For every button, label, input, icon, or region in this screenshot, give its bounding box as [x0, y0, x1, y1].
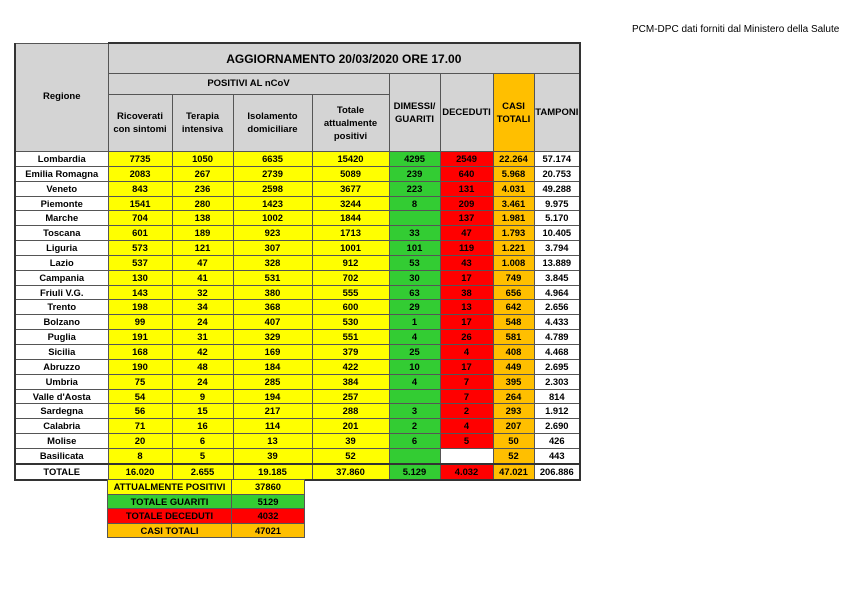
- terapia-cell: 236: [172, 181, 233, 196]
- deceduti-cell: 640: [440, 166, 493, 181]
- dimessi-cell: 4295: [389, 152, 440, 167]
- summary-value: 47021: [232, 523, 305, 538]
- region-name: Lazio: [15, 255, 108, 270]
- table-row: [15, 374, 580, 389]
- header-isolamento: Isolamento domiciliare: [233, 95, 312, 152]
- dimessi-cell: 5.129: [389, 464, 440, 480]
- totale-positivi-cell: 288: [312, 404, 389, 419]
- region-name: Abruzzo: [15, 359, 108, 374]
- region-name: Toscana: [15, 226, 108, 241]
- table-row: [15, 152, 580, 167]
- header-totale-positivi: Totale attualmente positivi: [312, 95, 389, 152]
- header-ricoverati: Ricoverati con sintomi: [108, 95, 172, 152]
- tamponi-cell: 4.468: [534, 344, 580, 359]
- casi-totali-cell: 749: [493, 270, 534, 285]
- ricoverati-cell: 2083: [108, 166, 172, 181]
- deceduti-cell: 119: [440, 241, 493, 256]
- casi-totali-cell: 395: [493, 374, 534, 389]
- dimessi-cell: [389, 448, 440, 463]
- ricoverati-cell: 704: [108, 211, 172, 226]
- ricoverati-cell: 16.020: [108, 464, 172, 480]
- table-row: [15, 389, 580, 404]
- isolamento-cell: 217: [233, 404, 312, 419]
- deceduti-cell: 17: [440, 359, 493, 374]
- terapia-cell: 48: [172, 359, 233, 374]
- deceduti-cell: 7: [440, 389, 493, 404]
- dimessi-cell: 223: [389, 181, 440, 196]
- region-name: Trento: [15, 300, 108, 315]
- totale-positivi-cell: 52: [312, 448, 389, 463]
- casi-totali-cell: 1.793: [493, 226, 534, 241]
- isolamento-cell: 1423: [233, 196, 312, 211]
- ricoverati-cell: 1541: [108, 196, 172, 211]
- deceduti-cell: 2549: [440, 152, 493, 167]
- deceduti-cell: 4: [440, 344, 493, 359]
- isolamento-cell: 307: [233, 241, 312, 256]
- isolamento-cell: 194: [233, 389, 312, 404]
- region-name: Friuli V.G.: [15, 285, 108, 300]
- summary-table: [107, 479, 305, 538]
- ricoverati-cell: 537: [108, 255, 172, 270]
- region-name: Campania: [15, 270, 108, 285]
- terapia-cell: 47: [172, 255, 233, 270]
- ricoverati-cell: 54: [108, 389, 172, 404]
- casi-totali-cell: 293: [493, 404, 534, 419]
- ricoverati-cell: 168: [108, 344, 172, 359]
- totale-positivi-cell: 15420: [312, 152, 389, 167]
- terapia-cell: 42: [172, 344, 233, 359]
- region-name: Puglia: [15, 330, 108, 345]
- region-name: Emilia Romagna: [15, 166, 108, 181]
- tamponi-cell: 49.288: [534, 181, 580, 196]
- table-row: [15, 448, 580, 463]
- totale-positivi-cell: 530: [312, 315, 389, 330]
- isolamento-cell: 13: [233, 434, 312, 449]
- table-row: [15, 300, 580, 315]
- casi-totali-cell: 3.461: [493, 196, 534, 211]
- isolamento-cell: 368: [233, 300, 312, 315]
- region-name: Sicilia: [15, 344, 108, 359]
- region-name: Umbria: [15, 374, 108, 389]
- isolamento-cell: 184: [233, 359, 312, 374]
- table-row: [15, 404, 580, 419]
- totale-positivi-cell: 1844: [312, 211, 389, 226]
- dimessi-cell: 25: [389, 344, 440, 359]
- deceduti-cell: [440, 448, 493, 463]
- casi-totali-cell: 264: [493, 389, 534, 404]
- ricoverati-cell: 601: [108, 226, 172, 241]
- totale-positivi-cell: 1001: [312, 241, 389, 256]
- totale-positivi-cell: 37.860: [312, 464, 389, 480]
- header-regione: Regione: [15, 43, 108, 152]
- header-terapia: Terapia intensiva: [172, 95, 233, 152]
- dimessi-cell: 3: [389, 404, 440, 419]
- tamponi-cell: 4.433: [534, 315, 580, 330]
- region-name: Valle d'Aosta: [15, 389, 108, 404]
- dimessi-cell: 4: [389, 374, 440, 389]
- terapia-cell: 267: [172, 166, 233, 181]
- terapia-cell: 6: [172, 434, 233, 449]
- tamponi-cell: 2.303: [534, 374, 580, 389]
- ricoverati-cell: 143: [108, 285, 172, 300]
- deceduti-cell: 17: [440, 315, 493, 330]
- table-row: [15, 255, 580, 270]
- tamponi-cell: 1.912: [534, 404, 580, 419]
- terapia-cell: 31: [172, 330, 233, 345]
- dimessi-cell: 2: [389, 419, 440, 434]
- tamponi-cell: 814: [534, 389, 580, 404]
- isolamento-cell: 285: [233, 374, 312, 389]
- summary-row: [108, 480, 305, 495]
- region-name: Marche: [15, 211, 108, 226]
- summary-label: ATTUALMENTE POSITIVI: [108, 480, 232, 495]
- table-row: [15, 181, 580, 196]
- terapia-cell: 15: [172, 404, 233, 419]
- covid-data-table: [14, 42, 581, 481]
- ricoverati-cell: 56: [108, 404, 172, 419]
- ricoverati-cell: 191: [108, 330, 172, 345]
- tamponi-cell: 426: [534, 434, 580, 449]
- dimessi-cell: [389, 211, 440, 226]
- terapia-cell: 16: [172, 419, 233, 434]
- tamponi-cell: 4.964: [534, 285, 580, 300]
- table-row: [15, 226, 580, 241]
- region-name: Basilicata: [15, 448, 108, 463]
- ricoverati-cell: 99: [108, 315, 172, 330]
- totale-positivi-cell: 39: [312, 434, 389, 449]
- deceduti-cell: 26: [440, 330, 493, 345]
- totale-positivi-cell: 551: [312, 330, 389, 345]
- casi-totali-cell: 449: [493, 359, 534, 374]
- isolamento-cell: 114: [233, 419, 312, 434]
- terapia-cell: 2.655: [172, 464, 233, 480]
- casi-totali-cell: 207: [493, 419, 534, 434]
- dimessi-cell: [389, 389, 440, 404]
- deceduti-cell: 47: [440, 226, 493, 241]
- table-row: [15, 166, 580, 181]
- terapia-cell: 138: [172, 211, 233, 226]
- dimessi-cell: 239: [389, 166, 440, 181]
- table-row: [15, 270, 580, 285]
- isolamento-cell: 329: [233, 330, 312, 345]
- casi-totali-cell: 642: [493, 300, 534, 315]
- totale-positivi-cell: 5089: [312, 166, 389, 181]
- header-dimessi: DIMESSI/ GUARITI: [389, 74, 440, 152]
- totale-positivi-cell: 422: [312, 359, 389, 374]
- ricoverati-cell: 75: [108, 374, 172, 389]
- ricoverati-cell: 843: [108, 181, 172, 196]
- dimessi-cell: 101: [389, 241, 440, 256]
- terapia-cell: 121: [172, 241, 233, 256]
- tamponi-cell: 5.170: [534, 211, 580, 226]
- tamponi-cell: 57.174: [534, 152, 580, 167]
- dimessi-cell: 33: [389, 226, 440, 241]
- header-positivi-group: POSITIVI AL nCoV: [108, 74, 389, 95]
- isolamento-cell: 169: [233, 344, 312, 359]
- tamponi-cell: 2.656: [534, 300, 580, 315]
- table-row: [15, 241, 580, 256]
- totale-positivi-cell: 379: [312, 344, 389, 359]
- casi-totali-cell: 22.264: [493, 152, 534, 167]
- deceduti-cell: 2: [440, 404, 493, 419]
- table-row: [15, 344, 580, 359]
- source-note: PCM-DPC dati forniti dal Ministero della Salute: [632, 24, 840, 35]
- isolamento-cell: 19.185: [233, 464, 312, 480]
- table-row: [15, 434, 580, 449]
- dimessi-cell: 29: [389, 300, 440, 315]
- isolamento-cell: 1002: [233, 211, 312, 226]
- region-name: Calabria: [15, 419, 108, 434]
- tamponi-cell: 2.690: [534, 419, 580, 434]
- totale-positivi-cell: 912: [312, 255, 389, 270]
- summary-value: 4032: [232, 509, 305, 524]
- terapia-cell: 24: [172, 374, 233, 389]
- casi-totali-cell: 47.021: [493, 464, 534, 480]
- casi-totali-cell: 1.981: [493, 211, 534, 226]
- table-row: [15, 196, 580, 211]
- summary-label: TOTALE GUARITI: [108, 494, 232, 509]
- table-row: [15, 359, 580, 374]
- deceduti-cell: 209: [440, 196, 493, 211]
- ricoverati-cell: 198: [108, 300, 172, 315]
- totale-positivi-cell: 257: [312, 389, 389, 404]
- terapia-cell: 9: [172, 389, 233, 404]
- tamponi-cell: 3.794: [534, 241, 580, 256]
- dimessi-cell: 53: [389, 255, 440, 270]
- tamponi-cell: 2.695: [534, 359, 580, 374]
- totale-positivi-cell: 384: [312, 374, 389, 389]
- region-name: Lombardia: [15, 152, 108, 167]
- casi-totali-cell: 50: [493, 434, 534, 449]
- isolamento-cell: 380: [233, 285, 312, 300]
- isolamento-cell: 2598: [233, 181, 312, 196]
- ricoverati-cell: 71: [108, 419, 172, 434]
- deceduti-cell: 7: [440, 374, 493, 389]
- isolamento-cell: 39: [233, 448, 312, 463]
- deceduti-cell: 17: [440, 270, 493, 285]
- casi-totali-cell: 4.031: [493, 181, 534, 196]
- totale-positivi-cell: 555: [312, 285, 389, 300]
- tamponi-cell: 9.975: [534, 196, 580, 211]
- totale-positivi-cell: 600: [312, 300, 389, 315]
- total-row: [15, 464, 580, 480]
- region-name: Veneto: [15, 181, 108, 196]
- casi-totali-cell: 1.221: [493, 241, 534, 256]
- region-name: Sardegna: [15, 404, 108, 419]
- casi-totali-cell: 408: [493, 344, 534, 359]
- terapia-cell: 189: [172, 226, 233, 241]
- isolamento-cell: 407: [233, 315, 312, 330]
- casi-totali-cell: 1.008: [493, 255, 534, 270]
- tamponi-cell: 20.753: [534, 166, 580, 181]
- ricoverati-cell: 190: [108, 359, 172, 374]
- isolamento-cell: 2739: [233, 166, 312, 181]
- summary-label: CASI TOTALI: [108, 523, 232, 538]
- dimessi-cell: 1: [389, 315, 440, 330]
- ricoverati-cell: 8: [108, 448, 172, 463]
- tamponi-cell: 3.845: [534, 270, 580, 285]
- tamponi-cell: 206.886: [534, 464, 580, 480]
- ricoverati-cell: 7735: [108, 152, 172, 167]
- casi-totali-cell: 656: [493, 285, 534, 300]
- summary-label: TOTALE DECEDUTI: [108, 509, 232, 524]
- deceduti-cell: 4.032: [440, 464, 493, 480]
- ricoverati-cell: 130: [108, 270, 172, 285]
- isolamento-cell: 531: [233, 270, 312, 285]
- totale-positivi-cell: 201: [312, 419, 389, 434]
- totale-positivi-cell: 3244: [312, 196, 389, 211]
- terapia-cell: 24: [172, 315, 233, 330]
- region-name: Liguria: [15, 241, 108, 256]
- deceduti-cell: 131: [440, 181, 493, 196]
- table-row: [15, 419, 580, 434]
- tamponi-cell: 443: [534, 448, 580, 463]
- ricoverati-cell: 20: [108, 434, 172, 449]
- totale-positivi-cell: 3677: [312, 181, 389, 196]
- casi-totali-cell: 52: [493, 448, 534, 463]
- deceduti-cell: 43: [440, 255, 493, 270]
- region-name: Molise: [15, 434, 108, 449]
- summary-value: 37860: [232, 480, 305, 495]
- table-row: [15, 211, 580, 226]
- terapia-cell: 280: [172, 196, 233, 211]
- isolamento-cell: 923: [233, 226, 312, 241]
- region-name: TOTALE: [15, 464, 108, 480]
- dimessi-cell: 6: [389, 434, 440, 449]
- totale-positivi-cell: 702: [312, 270, 389, 285]
- ricoverati-cell: 573: [108, 241, 172, 256]
- deceduti-cell: 38: [440, 285, 493, 300]
- summary-row: [108, 523, 305, 538]
- casi-totali-cell: 5.968: [493, 166, 534, 181]
- isolamento-cell: 328: [233, 255, 312, 270]
- dimessi-cell: 63: [389, 285, 440, 300]
- summary-row: [108, 494, 305, 509]
- table-title: AGGIORNAMENTO 20/03/2020 ORE 17.00: [108, 43, 580, 74]
- deceduti-cell: 4: [440, 419, 493, 434]
- terapia-cell: 5: [172, 448, 233, 463]
- isolamento-cell: 6635: [233, 152, 312, 167]
- table-row: [15, 285, 580, 300]
- tamponi-cell: 4.789: [534, 330, 580, 345]
- totale-positivi-cell: 1713: [312, 226, 389, 241]
- dimessi-cell: 10: [389, 359, 440, 374]
- terapia-cell: 1050: [172, 152, 233, 167]
- terapia-cell: 34: [172, 300, 233, 315]
- casi-totali-cell: 548: [493, 315, 534, 330]
- dimessi-cell: 4: [389, 330, 440, 345]
- header-casi-totali: CASI TOTALI: [493, 74, 534, 152]
- region-name: Bolzano: [15, 315, 108, 330]
- casi-totali-cell: 581: [493, 330, 534, 345]
- summary-value: 5129: [232, 494, 305, 509]
- deceduti-cell: 137: [440, 211, 493, 226]
- region-name: Piemonte: [15, 196, 108, 211]
- deceduti-cell: 13: [440, 300, 493, 315]
- header-deceduti: DECEDUTI: [440, 74, 493, 152]
- dimessi-cell: 30: [389, 270, 440, 285]
- summary-row: [108, 509, 305, 524]
- table-row: [15, 330, 580, 345]
- tamponi-cell: 10.405: [534, 226, 580, 241]
- header-tamponi: TAMPONI: [534, 74, 580, 152]
- deceduti-cell: 5: [440, 434, 493, 449]
- tamponi-cell: 13.889: [534, 255, 580, 270]
- terapia-cell: 41: [172, 270, 233, 285]
- dimessi-cell: 8: [389, 196, 440, 211]
- terapia-cell: 32: [172, 285, 233, 300]
- table-row: [15, 315, 580, 330]
